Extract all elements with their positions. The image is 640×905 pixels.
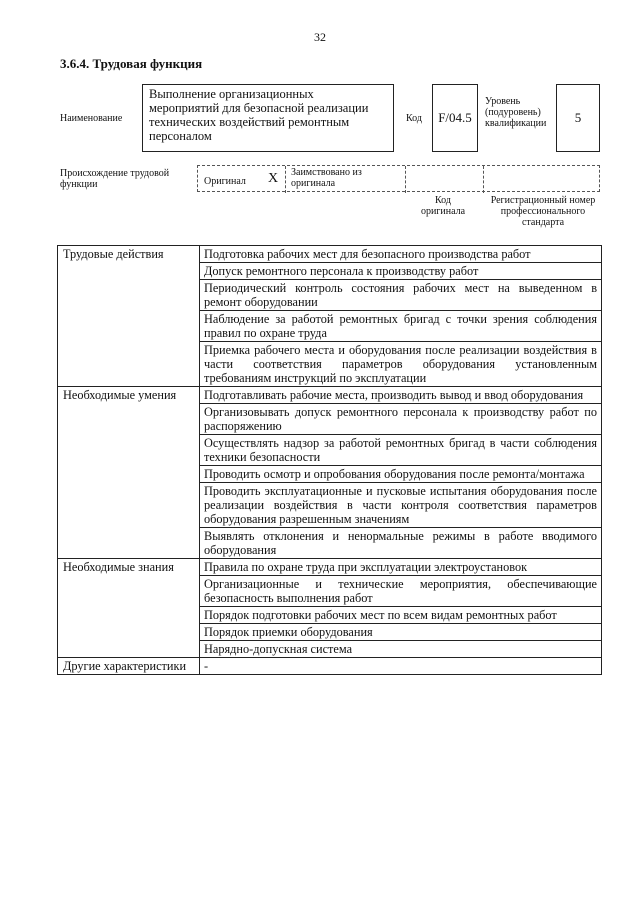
table-row [58,658,602,675]
item-cell: Организовывать допуск ремонтного персонала к производству работ по распоряжению [200,404,602,435]
reg-number-label: Регистрационный номер профессионального стандарта [490,195,596,228]
origin-label: Происхождение трудовой функции [60,168,170,190]
original-mark: X [268,171,279,186]
item-cell: Порядок приемки оборудования [200,624,602,641]
code-original-label: Код оригинала [420,195,466,217]
function-table [57,245,602,675]
code-label: Код [406,113,422,124]
section-title: 3.6.4. Трудовая функция [60,56,203,71]
original-label: Оригинал [204,176,246,187]
table-row [58,559,602,576]
level-label: Уровень (подуровень) квалификации [485,96,547,129]
item-cell: Проводить эксплуатационные и пусковые испытания оборудования после реализации воздействия в части контроля соответствия параметров оборудования разрешенным значениям [200,483,602,528]
origin-original-cell [198,166,286,193]
origin-code-cell [406,166,484,193]
item-cell: Выявлять отклонения и ненормальные режимы в работе вводимого оборудования [200,528,602,559]
item-cell: Организационные и технические мероприятия, обеспечивающие безопасность выполнения работ [200,576,602,607]
item-cell: Нарядно-допускная система [200,641,602,658]
table-row [58,246,602,263]
level-value: 5 [556,84,600,152]
item-cell: Приемка рабочего места и оборудования после реализации воздействия в части соответствия параметров оборудования установленным требованиям инструкций по эксплуатации [200,342,602,387]
name-label: Наименование [60,113,123,124]
item-cell: Правила по охране труда при эксплуатации электроустановок [200,559,602,576]
code-value: F/04.5 [432,84,478,152]
item-cell: Периодический контроль состояния рабочих мест на выведенном в ремонт оборудовании [200,280,602,311]
category-cell: Другие характеристики [58,658,200,675]
category-cell: Необходимые знания [58,559,200,658]
origin-borrowed-cell [286,166,406,193]
origin-reg-cell [484,166,601,193]
category-cell: Трудовые действия [58,246,200,387]
table-row [58,387,602,404]
origin-row [197,165,600,192]
item-cell: Проводить осмотр и опробования оборудования после ремонта/монтажа [200,466,602,483]
item-cell: Подготавливать рабочие места, производить вывод и ввод оборудования [200,387,602,404]
page-number: 32 [314,30,326,44]
item-cell: Порядок подготовки рабочих мест по всем видам ремонтных работ [200,607,602,624]
item-cell: - [200,658,602,675]
function-name: Выполнение организационных мероприятий для безопасной реализации технических воздействий ремонтным персоналом [142,84,394,152]
item-cell: Допуск ремонтного персонала к производству работ [200,263,602,280]
borrowed-label: Заимствовано из оригинала [291,167,362,189]
item-cell: Осуществлять надзор за работой ремонтных бригад в части соблюдения техники безопасности [200,435,602,466]
item-cell: Подготовка рабочих мест для безопасного производства работ [200,246,602,263]
item-cell: Наблюдение за работой ремонтных бригад с точки зрения соблюдения правил по охране труда [200,311,602,342]
category-cell: Необходимые умения [58,387,200,559]
